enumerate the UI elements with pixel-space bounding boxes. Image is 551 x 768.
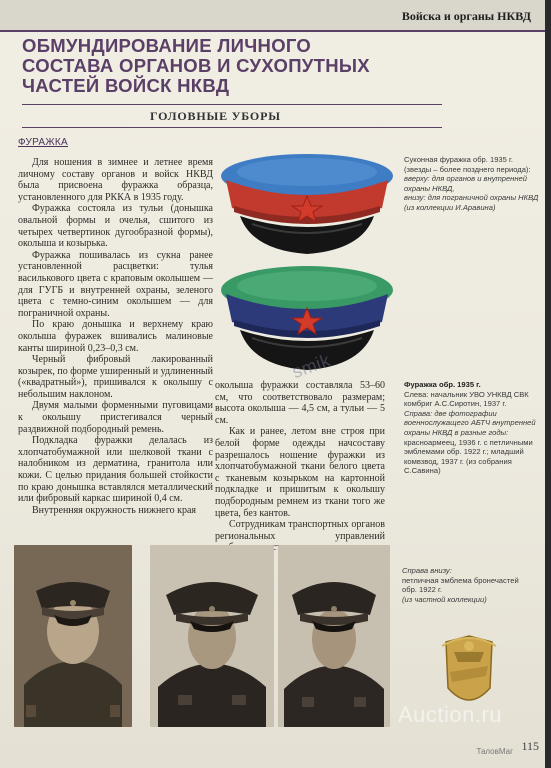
paragraph: Как и ранее, летом вне строя при белой форме одежды начсоставу разрешалось ношение фуражки из хлопчатобумажной ткани белого цвета с тканевым козырьком на картонной подкладке и пришитым к околышу подбородным ремнем из ткани того же цвета, без кантов. [215, 426, 385, 519]
caption-caps [404, 155, 539, 213]
caption-right: Справа: две фотографии военнослужащего АБТЧ внутренней охраны НКВД в разные годы: [404, 408, 536, 437]
portrait-photo-1937 [278, 545, 390, 727]
paragraph: Сотрудникам транспортных органов региональных управлений [215, 519, 385, 542]
subhead-furazhka: ФУРАЖКА [18, 137, 69, 148]
portrait-photo-red-army-1936 [150, 545, 274, 727]
paragraph: Фуражка пошивалась из сукна ранее установленной расцветки: тулья василькового цвета с краповым околышем — для ГУГБ и внутренней охраны, зеленого цвета с темно-синим околышем — для пограничной охраны. [18, 249, 213, 319]
watermark-smik: smik [289, 349, 334, 383]
caption-right-detail: красноармеец, 1936 г. с петличными эмблемами обр. 1922 г.; младший комвзвод, 1937 г. (из собрания С.Савина) [404, 437, 533, 476]
section-label: Войска и органы НКВД [401, 9, 531, 23]
caption-portraits [404, 380, 539, 476]
paragraph: Двумя малыми форменными пуговицами к околышу пристегивался черный раздвижной подбородный ремень. [18, 400, 213, 435]
portrait-photo-sirotin [14, 545, 132, 727]
page-edge-shadow [545, 0, 551, 768]
caption-bottom: внизу: для пограничной охраны НКВД (из коллекции И.Аравина) [404, 193, 539, 212]
caption-emblem [402, 566, 532, 604]
watermark-auction: Auction.ru [398, 702, 503, 727]
subtitle-rule-bottom [22, 127, 442, 128]
watermark-small: ТаловМаг [476, 747, 513, 756]
caption-source: (из частной коллекции) [402, 594, 487, 604]
paragraph: По краю донышка и верхнему краю околыша фуражек вшивались малиновые канты шириной 0,23–0,3 см. [18, 319, 213, 354]
paragraph: околыша фуражки составляла 53–60 см, что соответствовало размерам; высота околыша — 4,5 см, а тульи — 5 см. [215, 380, 385, 426]
running-header [0, 0, 545, 30]
paragraph: Черный фибровый лакированный козырек, по форме уширенный и удлиненный («квадратный»), пришивался к околышу с небольшим наклоном. [18, 354, 213, 400]
caption-text: петличная эмблема бронечастей обр. 1922 г. [402, 575, 519, 595]
section-subtitle: ГОЛОВНЫЕ УБОРЫ [150, 109, 281, 123]
page-number: 115 [521, 739, 539, 753]
paragraph: Фуражка состояла из тульи (донышка овальной формы и очелья, сшитого из четырех четвертинок дугообразной формы), околыша и козырька. [18, 203, 213, 250]
header-rule [0, 30, 545, 32]
caption-title: Фуражка обр. 1935 г. [404, 380, 481, 389]
paragraph: Внутренняя окружность нижнего края [32, 504, 196, 516]
article-title: ОБМУНДИРОВАНИЕ ЛИЧНОГО СОСТАВА ОРГАНОВ И СУХОПУТНЫХ ЧАСТЕЙ ВОЙСК НКВД [22, 35, 370, 96]
paragraph: Подкладка фуражки делалась из хлопчатобумажной или шелковой ткани с налобником из дерматина, гранитола или кожи. С целью придания большей стойкости по краю донышка вставлялся металлический или фибровый каркас шириной 0,4 см. [18, 435, 213, 505]
caption-title: Суконная фуражка обр. 1935 г. (звезды – более позднего периода): [404, 155, 531, 174]
caption-left: Слева: начальник УВО УНКВД СВК комбриг А.С.Сиротин, 1937 г. [404, 389, 529, 409]
body-column-2 [215, 380, 385, 566]
subtitle-rule-top [22, 104, 442, 105]
body-column-1 [18, 157, 213, 516]
paragraph: Для ношения в зимнее и летнее время личному составу органов и войск НКВД была присвоена фуражка образца, установленного для РККА в 1935 году. [18, 157, 213, 203]
caption-top: вверху: для органов и внутренней охраны НКВД, [404, 174, 527, 193]
cap-photo-blue-red [212, 150, 402, 260]
caption-label: Справа внизу: [402, 566, 452, 575]
